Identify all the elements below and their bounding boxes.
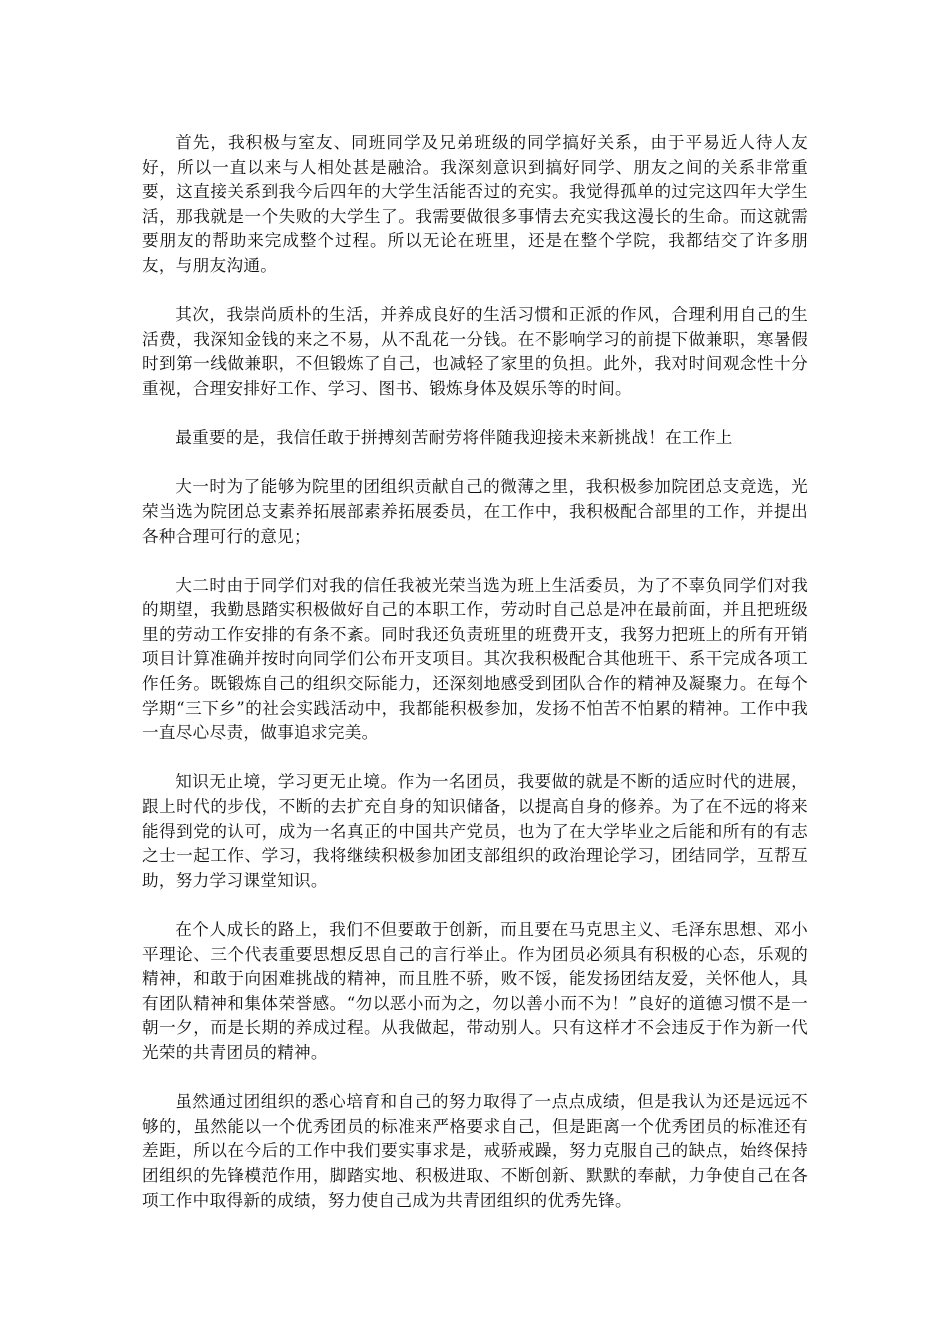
- paragraph-relationships: 首先，我积极与室友、同班同学及兄弟班级的同学搞好关系，由于平易近人待人友好，所以一直以来与人相处甚是融洽。我深刻意识到搞好同学、朋友之间的关系非常重要，这直接关系到我今后四年的大学生活能否过的充实。我觉得孤单的过完这四年大学生活，那我就是一个失败的大学生了。我需要做很多事情去充实我这漫长的生命。而这就需要朋友的帮助来完成整个过程。所以无论在班里，还是在整个学院，我都结交了许多朋友，与朋友沟通。: [142, 133, 808, 275]
- paragraph-work-intro: 最重要的是，我信任敢于拼搏刻苦耐劳将伴随我迎接未来新挑战！在工作上: [175, 428, 733, 448]
- paragraph-sophomore-year: 大二时由于同学们对我的信任我被光荣当选为班上生活委员，为了不辜负同学们对我的期望，我勤恳踏实积极做好自己的本职工作，劳动时自己总是冲在最前面，并且把班级里的劳动工作安排的有条不紊。同时我还负责班里的班费开支，我努力把班上的所有开销项目计算准确并按时向同学们公布开支项目。其次我积极配合其他班干、系干完成各项工作任务。既锻炼自己的组织交际能力，还深刻地感受到团队合作的精神及凝聚力。在每个学期“三下乡”的社会实践活动中，我都能积极参加，发扬不怕苦不怕累的精神。工作中我一直尽心尽责，做事追求完美。: [142, 575, 808, 743]
- paragraph-personal-growth: 在个人成长的路上，我们不但要敢于创新，而且要在马克思主义、毛泽东思想、邓小平理论、三个代表重要思想反思自己的言行举止。作为团员必须具有积极的心态，乐观的精神，和敢于向困难挑战的精神，而且胜不骄，败不馁，能发扬团结友爱，关怀他人，具有团队精神和集体荣誉感。“勿以恶小而为之，勿以善小而不为！”良好的道德习惯不是一朝一夕，而是长期的养成过程。从我做起，带动别人。只有这样才不会违反于作为新一代光荣的共青团员的精神。: [142, 920, 808, 1062]
- document-body: [142, 131, 808, 1238]
- paragraph-conclusion: 虽然通过团组织的悉心培育和自己的努力取得了一点点成绩，但是我认为还是远远不够的，虽然能以一个优秀团员的标准来严格要求自己，但是距离一个优秀团员的标准还有差距，所以在今后的工作中我们要实事求是，戒骄戒躁，努力克服自己的缺点，始终保持团组织的先锋模范作用，脚踏实地、积极进取、不断创新、默默的奉献，力争使自己在各项工作中取得新的成绩，努力使自己成为共青团组织的优秀先锋。: [142, 1092, 808, 1210]
- paragraph-freshman-year: 大一时为了能够为院里的团组织贡献自己的微薄之里，我积极参加院团总支竞选，光荣当选为院团总支素养拓展部素养拓展委员，在工作中，我积极配合部里的工作，并提出各种合理可行的意见；: [142, 477, 808, 546]
- paragraph-lifestyle: 其次，我崇尚质朴的生活，并养成良好的生活习惯和正派的作风，合理利用自己的生活费，我深知金钱的来之不易，从不乱花一分钱。在不影响学习的前提下做兼职，寒暑假时到第一线做兼职，不但锻炼了自己，也减轻了家里的负担。此外，我对时间观念性十分重视，合理安排好工作、学习、图书、锻炼身体及娱乐等的时间。: [142, 305, 808, 398]
- paragraph-learning: 知识无止境，学习更无止境。作为一名团员，我要做的就是不断的适应时代的进展，跟上时代的步伐，不断的去扩充自身的知识储备，以提高自身的修养。为了在不远的将来能得到党的认可，成为一名真正的中国共产党员，也为了在大学毕业之后能和所有的有志之士一起工作、学习，我将继续积极参加团支部组织的政治理论学习，团结同学，互帮互助，努力学习课堂知识。: [142, 772, 808, 890]
